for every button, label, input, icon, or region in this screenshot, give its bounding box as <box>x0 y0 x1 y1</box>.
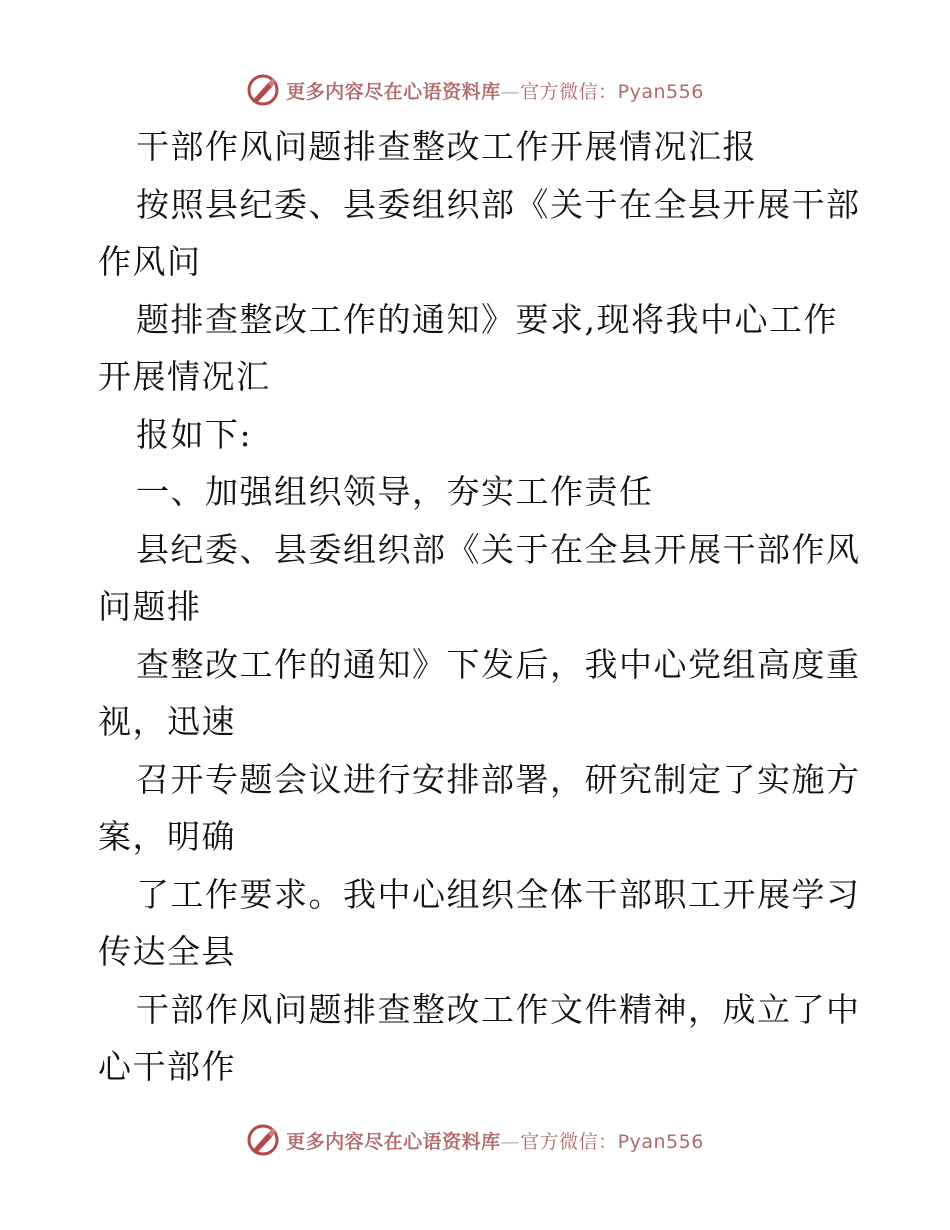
paragraph-line: 案，明确 <box>98 817 236 856</box>
paragraph-line: 召开专题会议进行安排部署，研究制定了实施方 <box>136 759 861 799</box>
paragraph-line: 题排查整改工作的通知》要求,现将我中心工作 <box>136 299 838 339</box>
pen-logo-icon <box>246 1123 280 1157</box>
pen-logo-icon <box>246 73 280 107</box>
header-watermark <box>0 70 950 110</box>
paragraph-line: 了工作要求。我中心组织全体干部职工开展学习 <box>136 874 861 914</box>
paragraph-line: 问题排 <box>98 587 202 626</box>
paragraph-line: 传达全县 <box>98 932 236 971</box>
watermark-text: 更多内容尽在心语资料库—官方微信：Pyan556 <box>286 1130 704 1153</box>
paragraph-line: 报如下: <box>136 414 253 454</box>
paragraph-line: 视，迅速 <box>98 702 236 741</box>
paragraph-line: 开展情况汇 <box>98 357 271 396</box>
watermark-text: 更多内容尽在心语资料库—官方微信：Pyan556 <box>286 80 704 103</box>
footer-watermark <box>0 1120 950 1160</box>
section-heading: 一、加强组织领导，夯实工作责任 <box>136 472 654 511</box>
paragraph-line: 县纪委、县委组织部《关于在全县开展干部作风 <box>136 529 861 569</box>
paragraph-line: 干部作风问题排查整改工作文件精神，成立了中 <box>136 989 861 1029</box>
document-title: 干部作风问题排查整改工作开展情况汇报 <box>136 127 757 166</box>
paragraph-line: 按照县纪委、县委组织部《关于在全县开展干部 <box>136 184 861 224</box>
paragraph-line: 作风问 <box>98 242 202 281</box>
paragraph-line: 心干部作 <box>98 1047 236 1086</box>
paragraph-line: 查整改工作的通知》下发后，我中心党组高度重 <box>136 644 861 684</box>
document-body <box>98 118 861 1096</box>
